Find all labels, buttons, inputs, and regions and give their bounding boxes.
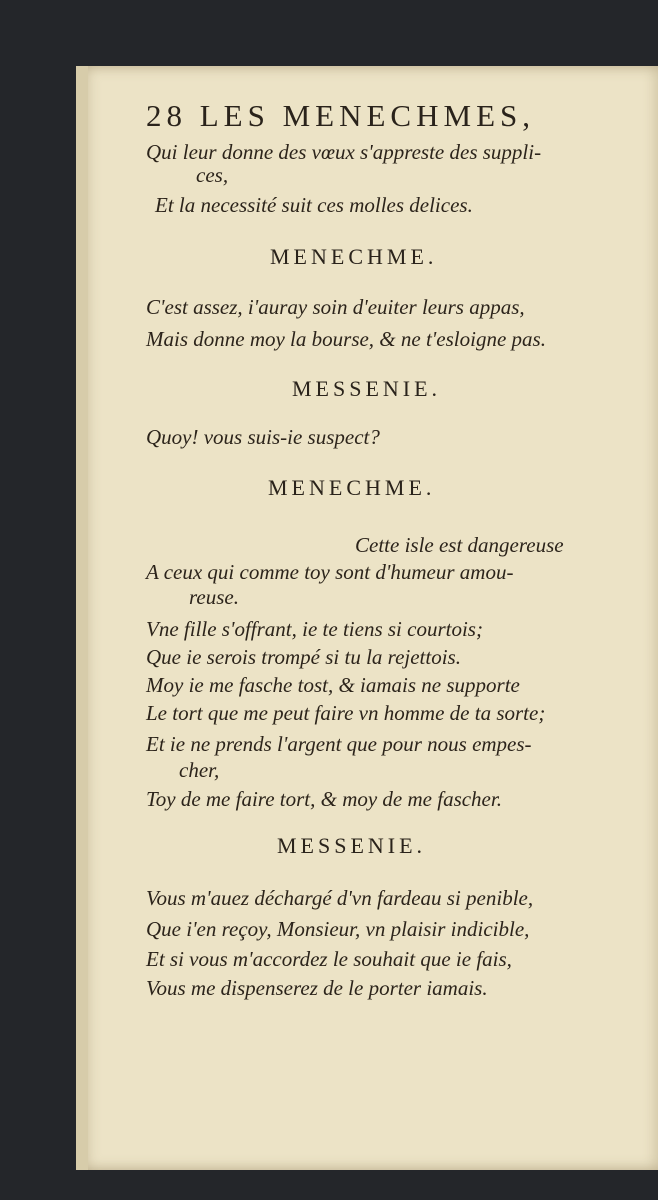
verse-line: Quoy! vous suis-ie suspect? xyxy=(146,425,380,449)
verse-line: Vous me dispenserez de le porter iamais. xyxy=(146,976,488,1000)
verse-line: Cette isle est dangereuse xyxy=(355,533,564,557)
verse-line: Mais donne moy la bourse, & ne t'esloigne pas. xyxy=(146,327,546,351)
verse-line: Que ie serois trompé si tu la rejettois. xyxy=(146,645,461,669)
speaker-heading: MENECHME. xyxy=(270,244,438,269)
verse-line: Que i'en reçoy, Monsieur, vn plaisir indicible, xyxy=(146,917,530,941)
page-gutter xyxy=(76,66,88,1170)
verse-line: cher, xyxy=(179,758,220,782)
speaker-heading: MESSENIE. xyxy=(277,833,427,858)
verse-line: Vous m'auez déchargé d'vn fardeau si penible, xyxy=(146,886,534,910)
verse-line: Toy de me faire tort, & moy de me fascher. xyxy=(146,787,502,811)
speaker-heading: MESSENIE. xyxy=(292,376,442,401)
verse-line: Qui leur donne des vœux s'appreste des suppli- xyxy=(146,140,542,164)
verse-line: Moy ie me fasche tost, & iamais ne supporte xyxy=(146,673,520,697)
speaker-heading: MENECHME. xyxy=(268,475,436,500)
verse-line: Et ie ne prends l'argent que pour nous empes- xyxy=(146,732,532,756)
verse-line: Et si vous m'accordez le souhait que ie fais, xyxy=(146,947,512,971)
running-title: LES MENECHMES, xyxy=(199,98,535,133)
verse-line: Et la necessité suit ces molles delices. xyxy=(155,193,473,217)
page-number: 28 xyxy=(146,98,187,133)
verse-line: Vne fille s'offrant, ie te tiens si courtois; xyxy=(146,617,483,641)
verse-line: C'est assez, i'auray soin d'euiter leurs appas, xyxy=(146,295,525,319)
verse-line: Le tort que me peut faire vn homme de ta sorte; xyxy=(146,701,546,725)
verse-line: A ceux qui comme toy sont d'humeur amou- xyxy=(146,560,514,584)
running-header xyxy=(146,98,535,134)
verse-line: ces, xyxy=(196,163,229,187)
verse-line: reuse. xyxy=(189,585,239,609)
